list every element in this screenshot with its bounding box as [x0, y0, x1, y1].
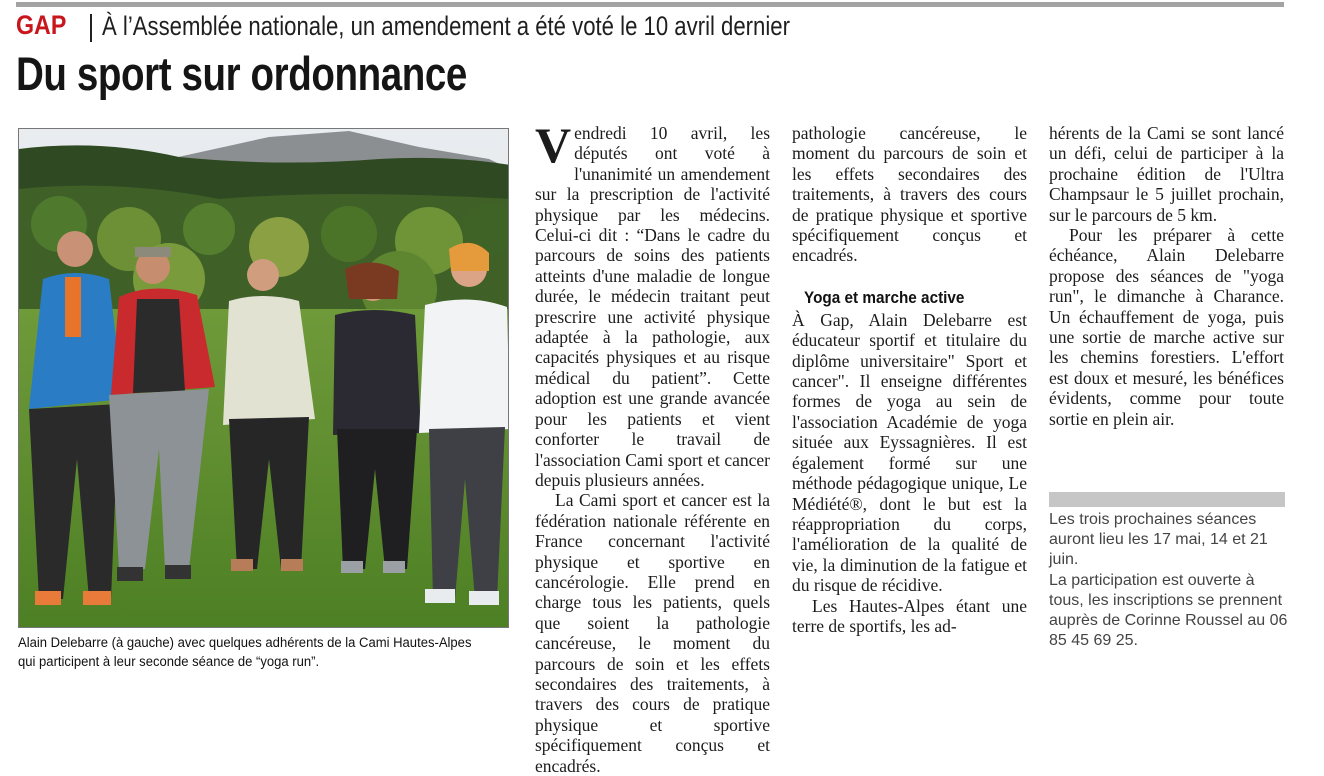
- paragraph-2-continued: pathologie cancéreuse, le moment du parcours de soin et les effets secondaires des traitements, à travers des cours de pratique physique et sportive spécifiquement conçus et encadrés.: [792, 123, 1027, 266]
- photo-caption: Alain Delebarre (à gauche) avec quelques adhérents de la Cami Hautes-Alpes qui participent à leur seconde séance de “yoga run”.: [18, 635, 472, 670]
- article-column-3-text: [1049, 123, 1284, 429]
- headline: Du sport sur ordonnance: [16, 47, 467, 100]
- paragraph-1-text: endredi 10 avril, les députés ont voté à l'unanimité un amendement sur la prescription de l'activité physique par les médecins. Celui-ci dit : “Dans le cadre du parcours de soins des patients atteints d'une maladie de longue durée, le médecin traitant peut prescrire une activité physique adaptée à la pathologie, aux capacités physiques et au risque médical du patient”. Cette adoption est une grande avancée pour les patients et vient conforter le travail de l'association Cami sport et cancer depuis plusieurs années.: [535, 123, 770, 490]
- article-column-1: [535, 117, 770, 776]
- infobox-rule: [1049, 492, 1285, 507]
- article-photo: [18, 128, 509, 628]
- header-separator: [90, 14, 92, 42]
- section-label: GAP: [16, 10, 67, 40]
- paragraph-2-text: La Cami sport et cancer est la fédération nationale référente en France concernant l'activité physique et sportive en cancérologie. Elle prend en charge tous les patients, quels que soient la pathologie cancéreuse, le moment du parcours de soin et les effets secondaires des traitements, à travers des cours de pratique physique et sportive spécifiquement conçus et encadrés.: [535, 490, 770, 776]
- paragraph-3-text: À Gap, Alain Delebarre est éducateur sportif et titulaire du diplôme universitaire" Sport et cancer". Il enseigne différentes formes de yoga au sein de l'association Académie de yoga située aux Eyssagnières. Il est également formé sur une méthode pédagogique unique, Le Médiété®, dont le but est la réappropriation du corps, l'amélioration de la qualité de vie, la diminution de la fatigue et du risque de récidive.: [792, 309, 1027, 596]
- paragraph-4-continued: hérents de la Cami se sont lancé un défi, celui de participer à la prochaine édition de l'Ultra Champsaur le 5 juillet prochain, sur le parcours de 5 km.: [1049, 123, 1284, 225]
- article-paragraph: [535, 117, 770, 490]
- article-column-2-text: [792, 123, 1027, 636]
- infobox-line-2: La participation est ouverte à tous, les inscriptions se prennent auprès de Corinne Roussel au 06 85 45 69 25.: [1049, 571, 1288, 650]
- drop-cap: V: [535, 117, 572, 173]
- paragraph-4-start: Les Hautes-Alpes étant une terre de sportifs, les ad-: [792, 595, 1027, 636]
- subheading: Yoga et marche active: [804, 287, 965, 307]
- article-kicker: À l’Assemblée nationale, un amendement a été voté le 10 avril dernier: [102, 11, 790, 41]
- paragraph-5-text: Pour les préparer à cette échéance, Alain Delebarre propose des séances de "yoga run", le dimanche à Charance. Un échauffement de yoga, puis une sortie de marche active sur les chemins forestiers. L'effort est doux et mesuré, les bénéfices évidents, comme pour toute sortie en plein air.: [1049, 225, 1284, 429]
- infobox-line-1: Les trois prochaines séances auront lieu les 17 mai, 14 et 21 juin.: [1049, 511, 1268, 569]
- top-rule: [16, 2, 1284, 7]
- infobox: [1049, 510, 1289, 651]
